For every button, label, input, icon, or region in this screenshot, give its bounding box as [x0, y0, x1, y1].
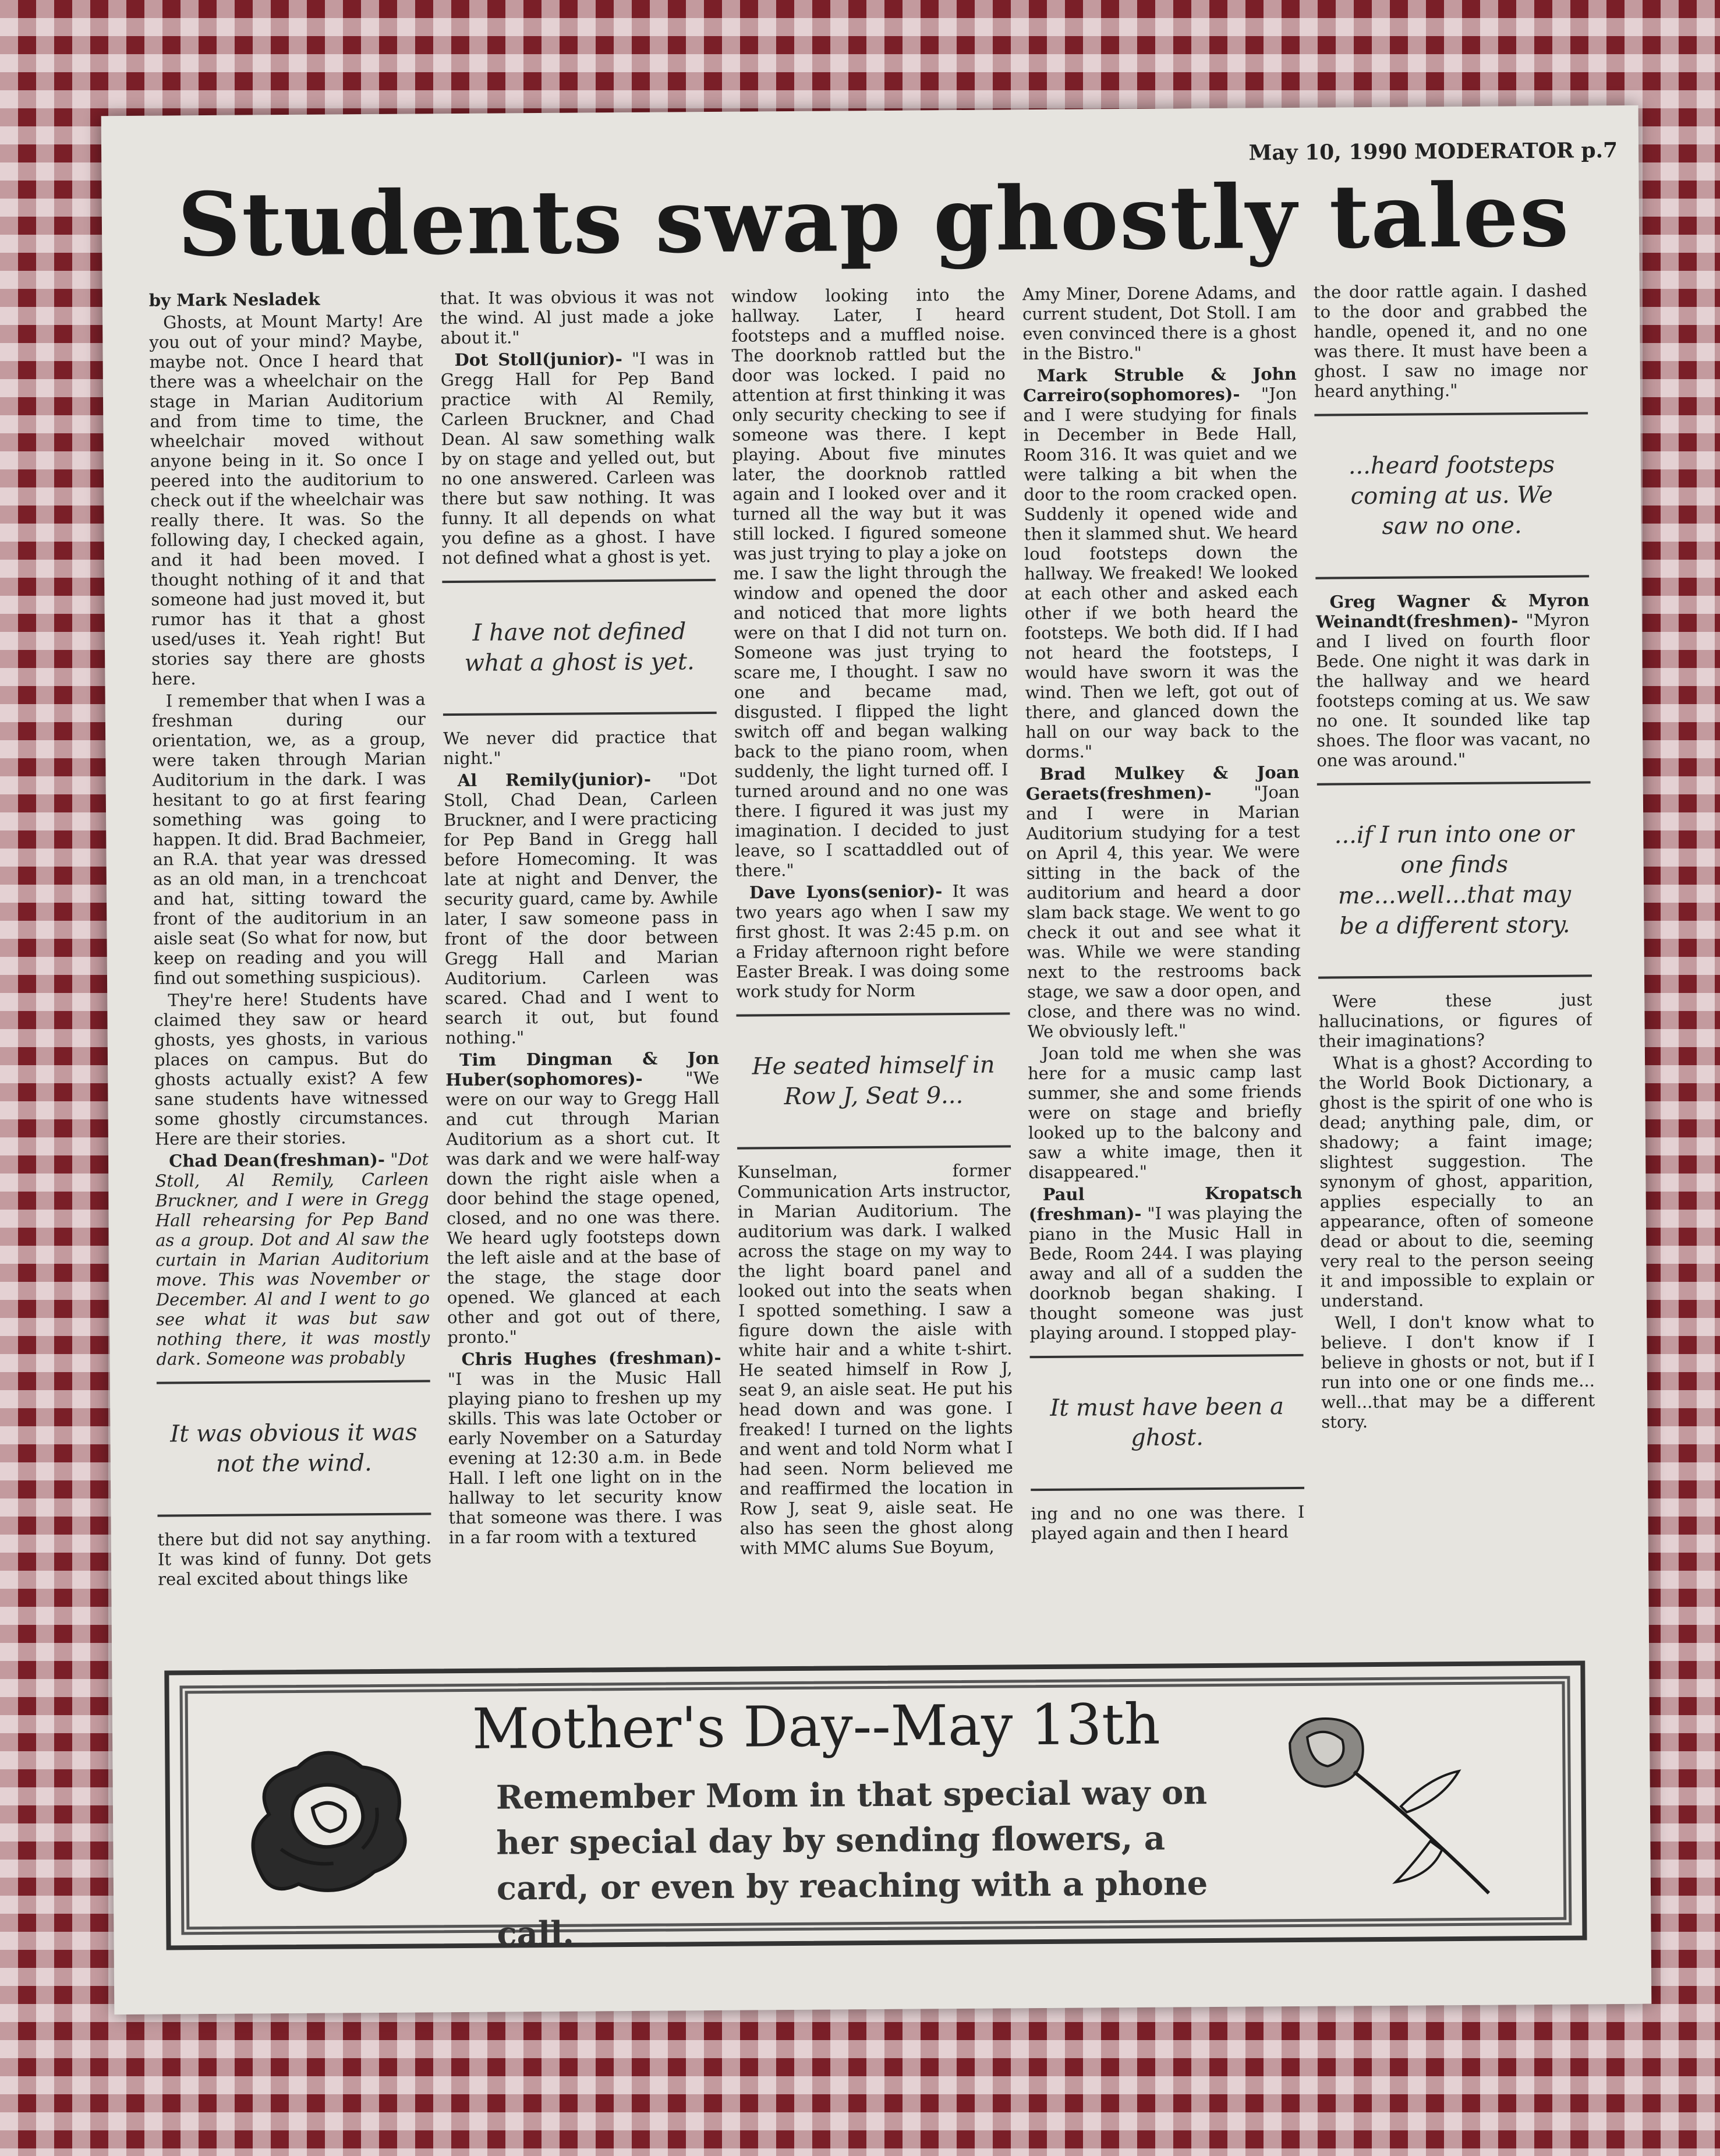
speaker-name: Dot Stoll(junior)- [454, 349, 622, 370]
paragraph: Joan told me when she was here for a music camp last summer, she and some friends were on stage and briefly looked up to the balcony and saw a white image, then it disappeared." [1028, 1041, 1303, 1183]
quote: "We were on our way to Gregg Hall and cut through Marian Auditorium as a short cut. It was dark and we were half-way down the right aisle when a door behind the stage opened, closed, and no one was there. We heard ugly footsteps down the left aisle and at the base of the stage, the stage door opened. We glanced at each other and got out of there, pronto." [445, 1068, 721, 1348]
pull-quote: ...if I run into one or one finds me...well...that may be a different story. [1317, 781, 1592, 978]
pull-quote: ...heard footsteps coming at us. We saw no one. [1314, 412, 1589, 579]
quote: "Myron and I lived on fourth floor Bede. One night it was dark in the hallway and we heard footsteps coming at us. We saw no one. It sounded like tap shoes. The floor was vacant, no one was around." [1315, 610, 1591, 770]
pull-quote: He seated himself in Row J, Seat 9... [736, 1012, 1011, 1149]
column-5 [1314, 280, 1598, 1755]
pull-quote: I have not defined what a ghost is yet. [442, 579, 717, 716]
rose-icon [228, 1731, 427, 1907]
paragraph: What is a ghost? According to the World Book Dictionary, a ghost is the spirit of one who is dead; anything pale, dim, or shadowy; a faint image; slightest suggestion. The synonym of ghost, apparition, applies especially to an appearance, often of someone dead or about to die, seeming very real to the person seeing it and impossible to explain or understand. [1319, 1051, 1594, 1311]
byline: by Mark Nesladek [148, 289, 320, 310]
speaker-name: Dave Lyons(senior)- [749, 881, 943, 903]
paragraph: They're here! Students have claimed they saw or heard ghosts, yes ghosts, in various places on campus. But do ghosts actually exist? A few sane students have witnessed some ghostly circumstances. Here are their stories. [154, 988, 429, 1149]
paragraph: Kunselman, former Communication Arts instructor, in Marian Auditorium. The auditorium was dark. I walked across the stage on my way to the light board panel and looked out into the seats when I spotted something. I saw a figure down the aisle with white hair and a white t-shirt. He seated himself in Row J, seat 9, an aisle seat. He put his head down and was gone. I freaked! I turned on the lights and went and told Norm what I had seen. Norm believed me and reaffirmed the location in Row J, seat 9, aisle seat. He also has seen the ghost along with MMC alums Sue Boyum, [737, 1160, 1014, 1558]
speaker-name: Tim Dingman & Jon Huber(sophomores)- [445, 1048, 720, 1090]
speaker-name: Chad Dean(freshman)- [169, 1149, 385, 1171]
paragraph: there but did not say anything. It was kind of funny. Dot gets real excited about things like [157, 1528, 432, 1589]
quote: "I was in the Music Hall playing piano to freshen up my skills. This was late October or early November on a Saturday evening at 12:30 a.m. in Bede Hall. I left one light on in the hallway to let security know that someone was there. I was in a far room with a textured [447, 1367, 723, 1548]
paragraph: Were these just hallucinations, or figures of their imaginations? [1318, 989, 1592, 1051]
rose-icon [1266, 1706, 1512, 1906]
paragraph: Amy Miner, Dorene Adams, and current student, Dot Stoll. I am even convinced there is a ghost in the Bistro." [1022, 282, 1297, 364]
mothers-day-ad [164, 1661, 1587, 1953]
quote: "Dot Stoll, Al Remily, Carleen Bruckner, and I were in Gregg Hall rehearsing for Pep Band as a group. Dot and Al saw the curtain in Marian Auditorium move. This was November or December. Al and I went to go see what it was but saw nothing there, it was mostly dark. Someone was probably [155, 1149, 430, 1369]
newspaper-page [101, 105, 1652, 2014]
headline: Students swap ghostly tales [177, 164, 1570, 277]
speaker-name: Brad Mulkey & Joan Geraets(freshmen)- [1025, 762, 1300, 804]
quote: "I was in Gregg Hall for Pep Band practice with Al Remily, Carleen Bruckner, and Chad Dean. Al saw something walk by on stage and yelled out, but no one answered. Carleen was there but saw nothing. It was funny. It all depends on what you define as a ghost. I have not defined what a ghost is yet. [440, 348, 716, 568]
dateline: May 10, 1990 MODERATOR p.7 [1248, 138, 1618, 165]
paragraph: We never did practice that night." [443, 726, 717, 769]
quote: "I was playing the piano in the Music Hall in Bede, Room 244. I was playing away and all of a sudden the doorknob began shaking. I thought someone was just playing around. I stopped play- [1028, 1202, 1304, 1344]
speaker-name: Mark Struble & John Carreiro(sophomores)- [1022, 363, 1297, 406]
column-3 [731, 284, 1015, 1759]
paragraph: window looking into the hallway. Later, I heard footsteps and a muffled noise. The doorknob rattled but the door was locked. I paid no attention at first thinking it was only security checking to see if someone was there. I kept playing. About five minutes later, the doorknob rattled again and I looked over and it turned all the way but it was still locked. I figured someone was just trying to play a joke on me. I saw the light through the window and opened the door and noticed that more lights were on that I did not turn on. Someone was just trying to scare me, I thought. I saw no one and became mad, disgusted. I flipped the light switch off and began walking back to the piano room, when suddenly, the light turned off. I turned around and no one was there. I figured it was just my imagination. I decided to just leave, so I scattaddled out of there." [731, 284, 1009, 881]
column-2 [440, 287, 724, 1762]
quote: "Jon and I were studying for finals in December in Bede Hall, Room 316. It was quiet and we were talking a bit when the door to the room cracked open. Suddenly it opened wide and then it slammed shut. We heard loud footsteps down the hallway. We freaked! We looked at each other and asked each other if we both heard the footsteps. We both did. If I had not heard the footsteps, I would have sworn it was the wind. Then we left, got out of there, and glanced down the hall on our way back to the dorms." [1023, 383, 1300, 762]
speaker-name: Greg Wagner & Myron Weinandt(freshmen)- [1315, 590, 1590, 632]
paragraph: Well, I don't know what to believe. I don't know if I believe in ghosts or not, but if I run into one or one finds me... well...that may be a different story. [1321, 1311, 1595, 1432]
speaker-name: Paul Kropatsch (freshman)- [1028, 1182, 1303, 1225]
paragraph: Ghosts, at Mount Marty! Are you out of your mind? Maybe, maybe not. Once I heard that there was a wheelchair on the stage in Marian Auditorium and from time to time, the wheelchair moved without anyone being in it. So once I peered into the auditorium to check out if the wheelchair was really there. It was. So the following day, I checked again, and it had been moved. I thought nothing of it and that someone had just moved it, but rumor has it that a ghost used/uses it. Yeah right! But stories say there are ghosts here. [149, 310, 426, 689]
ad-body: Remember Mom in that special way on her special day by sending flowers, a card, or even by reaching with a phone call. [496, 1773, 1208, 1953]
paragraph: ing and no one was there. I played again and then I heard [1031, 1501, 1305, 1544]
pull-quote: It was obvious it was not the wind. [157, 1380, 431, 1517]
paragraph: I remember that when I was a freshman during our orientation, we, as a group, were taken through Marian Auditorium in the dark. I was hesitant to go at first fearing something was going to happen. It did. Brad Bachmeier, an R.A. that year was dressed as an old man, in a trenchcoat and hat, sitting toward the front of the auditorium in an aisle seat (So what for now, but keep on reading and you will find out something suspicious). [151, 689, 427, 988]
paragraph: the door rattle again. I dashed to the door and grabbed the handle, opened it, and no one was there. It must have been a ghost. I saw no image nor heard anything." [1313, 280, 1588, 401]
quote: "Dot Stoll, Chad Dean, Carleen Bruckner, and I were practicing for Pep Band in Gregg hall before Homecoming. It was late at night and Denver, the security guard, came by. Awhile later, I saw someone pass in front of the door between Gregg Hall and Marian Auditorium. Carleen was scared. Chad and I went to search it out, but found nothing." [443, 768, 719, 1048]
column-4 [1022, 282, 1307, 1758]
quote: It was two years ago when I saw my first ghost. It was 2:45 p.m. on a Friday afternoon right before Easter Break. I was doing some work study for Norm [735, 881, 1010, 1002]
pull-quote: It must have been a ghost. [1030, 1354, 1305, 1491]
speaker-name: Chris Hughes (freshman)- [461, 1347, 721, 1369]
paragraph: that. It was obvious it was not the wind. Al just made a joke about it." [440, 286, 714, 348]
ad-title: Mother's Day--May 13th [472, 1691, 1160, 1762]
column-1 [149, 288, 433, 1763]
speaker-name: Al Remily(junior)- [457, 769, 652, 791]
quote: "Joan and I were in Marian Auditorium studying for a test on April 4, this year. We were sitting in the back of the auditorium and heard a door slam back stage. We went to go check it out and see what it was. While we were standing next to the restrooms back stage, we saw a door open, and close, and there was no wind. We obviously left." [1025, 782, 1301, 1042]
